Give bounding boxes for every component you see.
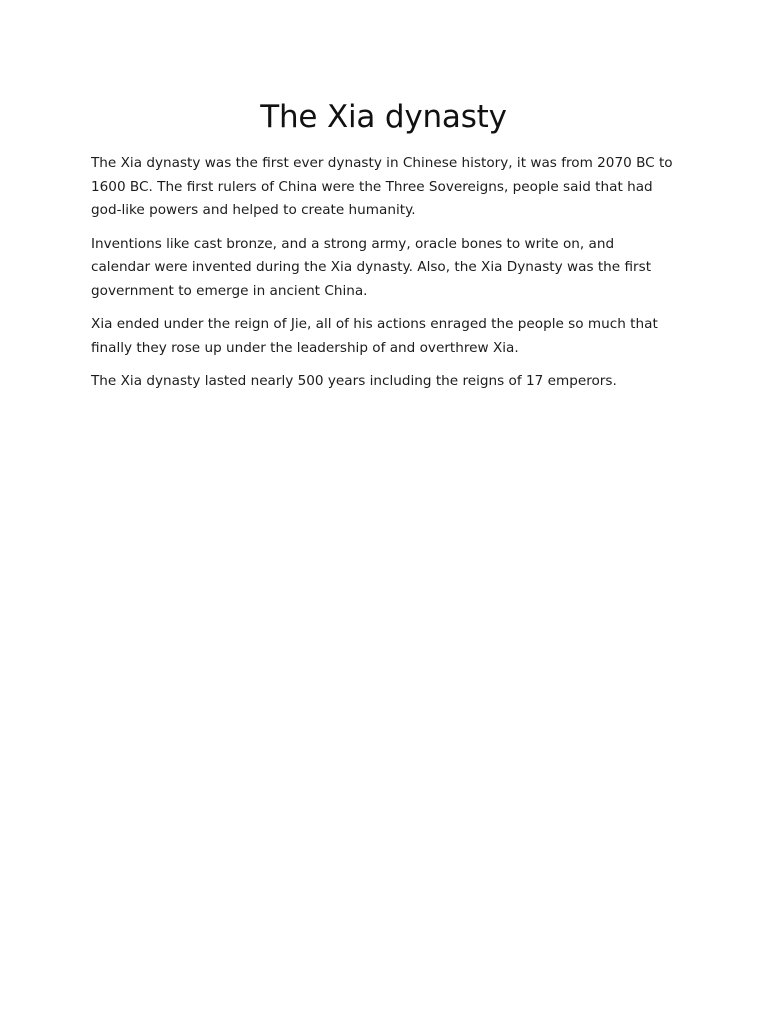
- document-body: [91, 152, 676, 394]
- document-title: The Xia dynasty: [260, 99, 507, 135]
- paragraph-2: Inventions like cast bronze, and a strong army, oracle bones to write on, and calendar were invented during the Xia dynasty. Also, the Xia Dynasty was the first government to emerge in ancient China.: [91, 235, 652, 299]
- paragraph-4: The Xia dynasty lasted nearly 500 years including the reigns of 17 emperors.: [91, 373, 617, 389]
- paragraph-3: Xia ended under the reign of Jie, all of his actions enraged the people so much that finally they rose up under the leadership of and overthrew Xia.: [91, 316, 658, 356]
- paragraph-1: The Xia dynasty was the first ever dynasty in Chinese history, it was from 2070 BC to 1600 BC. The first rulers of China were the Three Sovereigns, people said that had god-like powers and helped to create humanity.: [91, 155, 673, 218]
